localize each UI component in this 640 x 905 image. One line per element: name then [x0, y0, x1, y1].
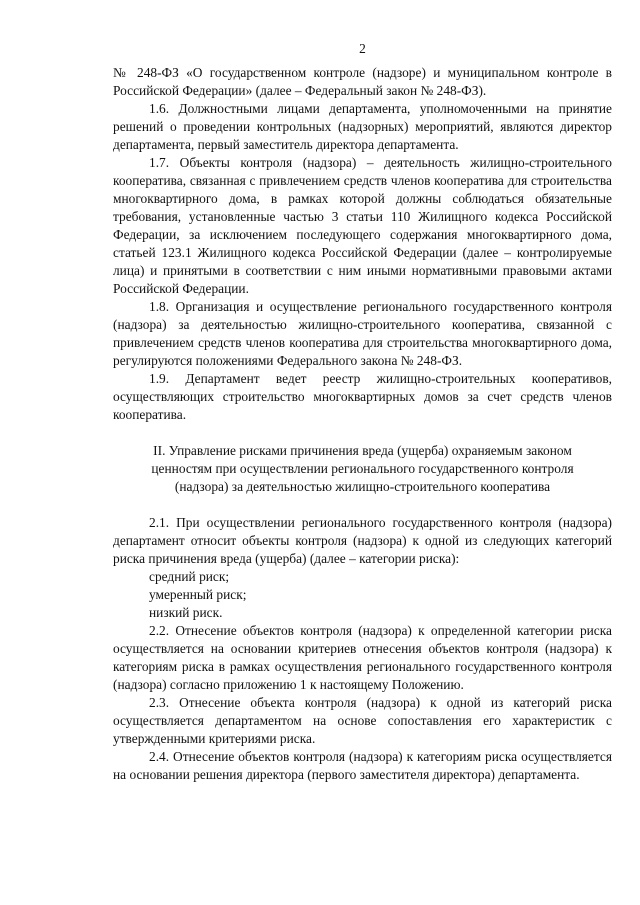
risk-category-item: низкий риск.: [149, 605, 223, 620]
paragraph-1-7: 1.7. Объекты контроля (надзора) – деятельность жилищно-строительного кооператива, связанная с привлечением средств членов кооператива для строительства многоквартирного дома, в рамках которой должны соблюдаться обязательные требования, установленные частью 3 статьи 110 Жилищного кодекса Российской Федерации, за исключением последующего содержания многоквартирного дома, статьей 123.1 Жилищного кодекса Российской Федерации (далее – контролируемые лица) и принятыми в соответствии с ним иными нормативными правовыми актами Российской Федерации.: [113, 155, 612, 296]
page-number: 2: [359, 41, 366, 56]
paragraph-2-2: 2.2. Отнесение объектов контроля (надзора) к определенной категории риска осуществляется на основании критериев отнесения объектов контроля (надзора) к категориям риска в рамках осуществления регионального государственного контроля (надзора) согласно приложению 1 к настоящему Положению.: [113, 623, 612, 692]
risk-category-item: умеренный риск;: [149, 587, 247, 602]
section-heading-line: ценностям при осуществлении регионального государственного контроля: [151, 461, 574, 476]
section-heading-line: II. Управление рисками причинения вреда (ущерба) охраняемым законом: [153, 443, 572, 458]
paragraph-2-1: 2.1. При осуществлении регионального государственного контроля (надзора) департамент относит объекты контроля (надзора) к одной из следующих категорий риска причинения вреда (ущерба) (далее – категории риска):: [113, 515, 612, 566]
section-heading-line: (надзора) за деятельностью жилищно-строительного кооператива: [174, 479, 551, 494]
paragraph-continuation: № 248-ФЗ «О государственном контроле (надзоре) и муниципальном контроле в Российской Федерации» (далее – Федеральный закон № 248-ФЗ).: [113, 65, 612, 98]
paragraph-2-3: 2.3. Отнесение объекта контроля (надзора) к одной из категорий риска осуществляется департаментом на основе сопоставления его характеристик с утвержденными критериями риска.: [113, 695, 612, 746]
paragraph-1-6: 1.6. Должностными лицами департамента, уполномоченными на принятие решений о проведении контрольных (надзорных) мероприятий, являются директор департамента, первый заместитель директора департамента.: [113, 101, 612, 152]
paragraph-2-4: 2.4. Отнесение объектов контроля (надзора) к категориям риска осуществляется на основании решения директора (первого заместителя директора) департамента.: [113, 749, 612, 782]
paragraph-1-8: 1.8. Организация и осуществление регионального государственного контроля (надзора) за деятельностью жилищно-строительного кооператива, связанной с привлечением средств членов кооператива для строительства многоквартирного дома, регулируются положениями Федерального закона № 248-ФЗ.: [113, 299, 612, 368]
risk-category-item: средний риск;: [149, 569, 230, 584]
section-heading: [113, 442, 612, 496]
paragraph-1-9: 1.9. Департамент ведет реестр жилищно-строительных кооперативов, осуществляющих строительство многоквартирных домов за счет средств членов кооператива.: [113, 371, 612, 422]
